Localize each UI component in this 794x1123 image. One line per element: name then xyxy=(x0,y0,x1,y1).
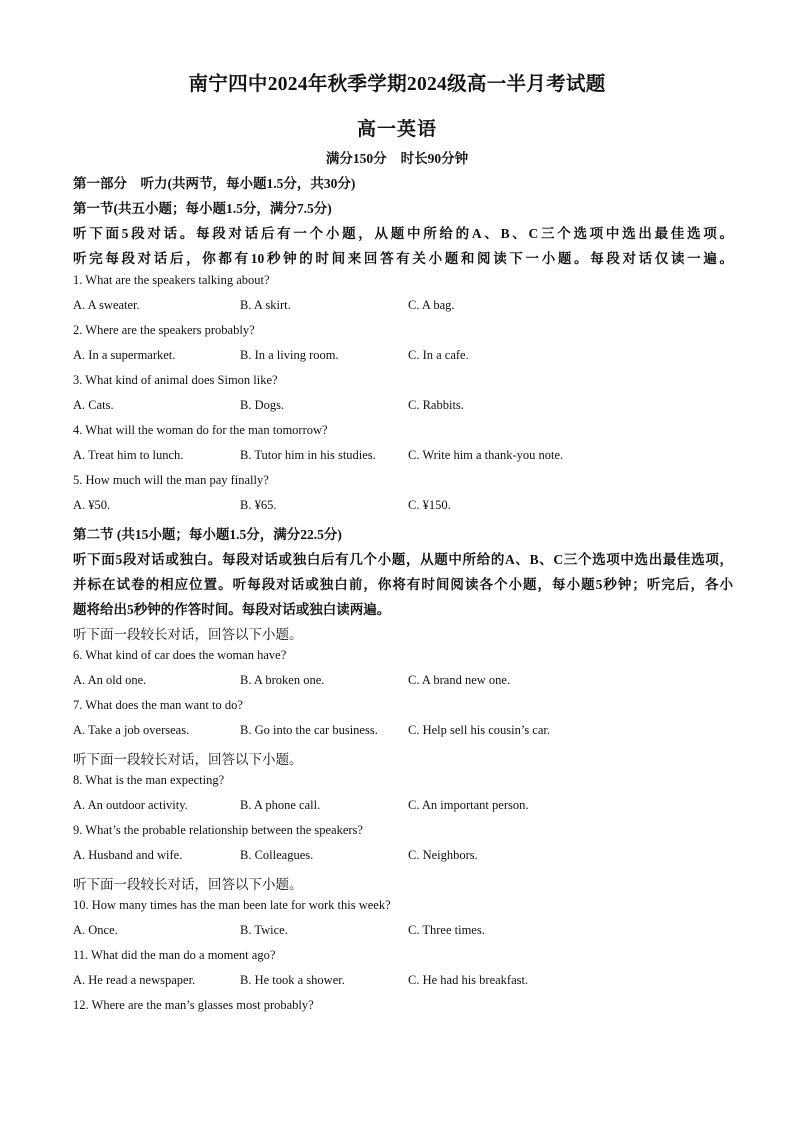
question-12: 12. Where are the man’s glasses most probably? xyxy=(73,998,314,1012)
option-b: B. He took a shower. xyxy=(240,973,345,987)
option-a: A. Once. xyxy=(73,923,118,937)
option-b: B. Twice. xyxy=(240,923,288,937)
score-duration xyxy=(0,147,794,167)
option-b: B. Colleagues. xyxy=(240,848,314,862)
option-c: C. Neighbors. xyxy=(408,848,478,862)
question-8: 8. What is the man expecting? xyxy=(73,773,225,787)
section2-instruction-2: 并标在试卷的相应位置。听每段对话或独白前，你将有时间阅读各个小题，每小题5秒钟；听完后，各小 xyxy=(73,577,733,592)
option-c: C. In a cafe. xyxy=(408,348,469,362)
question-11: 11. What did the man do a moment ago? xyxy=(73,948,276,962)
option-b: B. ¥65. xyxy=(240,498,277,512)
question-7: 7. What does the man want to do? xyxy=(73,698,243,712)
full-score: 满分150分 xyxy=(325,151,387,166)
section1-instruction-1: 听下面5段对话。每段对话后有一个小题，从题中所给的A、B、C三个选项中选出最佳选项。 xyxy=(73,226,733,241)
option-a: A. In a supermarket. xyxy=(73,348,176,362)
question-10: 10. How many times has the man been late for work this week? xyxy=(73,898,391,912)
option-b: B. A phone call. xyxy=(240,798,321,812)
section2-heading: 第二节 (共15小题；每小题1.5分，满分22.5分) xyxy=(73,527,342,542)
option-a: A. Husband and wife. xyxy=(73,848,183,862)
option-c: C. He had his breakfast. xyxy=(408,973,529,987)
option-c: C. A brand new one. xyxy=(408,673,511,687)
question-9: 9. What’s the probable relationship between the speakers? xyxy=(73,823,363,837)
option-c: C. Rabbits. xyxy=(408,398,464,412)
option-a: A. Cats. xyxy=(73,398,114,412)
option-b: B. Tutor him in his studies. xyxy=(240,448,376,462)
question-5: 5. How much will the man pay finally? xyxy=(73,473,269,487)
long-dialogue-note: 听下面一段较长对话，回答以下小题。 xyxy=(73,877,303,892)
option-c: C. An important person. xyxy=(408,798,529,812)
question-2: 2. Where are the speakers probably? xyxy=(73,323,255,337)
long-dialogue-note: 听下面一段较长对话，回答以下小题。 xyxy=(73,752,303,767)
question-3: 3. What kind of animal does Simon like? xyxy=(73,373,278,387)
option-b: B. Go into the car business. xyxy=(240,723,378,737)
option-b: B. In a living room. xyxy=(240,348,339,362)
section2-instruction-1: 听下面5段对话或独白。每段对话或独白后有几个小题，从题中所给的A、B、C三个选项中选出最佳选项， xyxy=(73,552,733,567)
option-a: A. An outdoor activity. xyxy=(73,798,188,812)
duration: 时长90分钟 xyxy=(400,151,469,166)
section2-instruction-3: 题将给出5秒钟的作答时间。每段对话或独白读两遍。 xyxy=(73,602,391,617)
section1-instruction-2: 听完每段对话后，你都有10秒钟的时间来回答有关小题和阅读下一小题。每段对话仅读一遍。 xyxy=(73,251,733,266)
section1-heading: 第一节(共五小题；每小题1.5分，满分7.5分) xyxy=(73,201,332,216)
long-dialogue-note: 听下面一段较长对话，回答以下小题。 xyxy=(73,627,303,642)
question-6: 6. What kind of car does the woman have? xyxy=(73,648,287,662)
exam-subject: 高一英语 xyxy=(356,119,437,140)
option-b: B. A broken one. xyxy=(240,673,325,687)
option-c: C. Help sell his cousin’s car. xyxy=(408,723,550,737)
option-a: A. He read a newspaper. xyxy=(73,973,196,987)
question-1: 1. What are the speakers talking about? xyxy=(73,273,270,287)
option-b: B. Dogs. xyxy=(240,398,285,412)
option-c: C. Write him a thank-you note. xyxy=(408,448,564,462)
option-a: A. Treat him to lunch. xyxy=(73,448,184,462)
option-c: C. ¥150. xyxy=(408,498,451,512)
option-a: A. Take a job overseas. xyxy=(73,723,190,737)
option-b: B. A skirt. xyxy=(240,298,291,312)
option-c: C. Three times. xyxy=(408,923,485,937)
option-a: A. An old one. xyxy=(73,673,147,687)
option-a: A. ¥50. xyxy=(73,498,111,512)
option-a: A. A sweater. xyxy=(73,298,140,312)
exam-title: 南宁四中2024年秋季学期2024级高一半月考试题 xyxy=(188,74,606,95)
question-4: 4. What will the woman do for the man tomorrow? xyxy=(73,423,328,437)
option-c: C. A bag. xyxy=(408,298,455,312)
part1-heading: 第一部分 听力(共两节，每小题1.5分，共30分) xyxy=(73,176,356,191)
